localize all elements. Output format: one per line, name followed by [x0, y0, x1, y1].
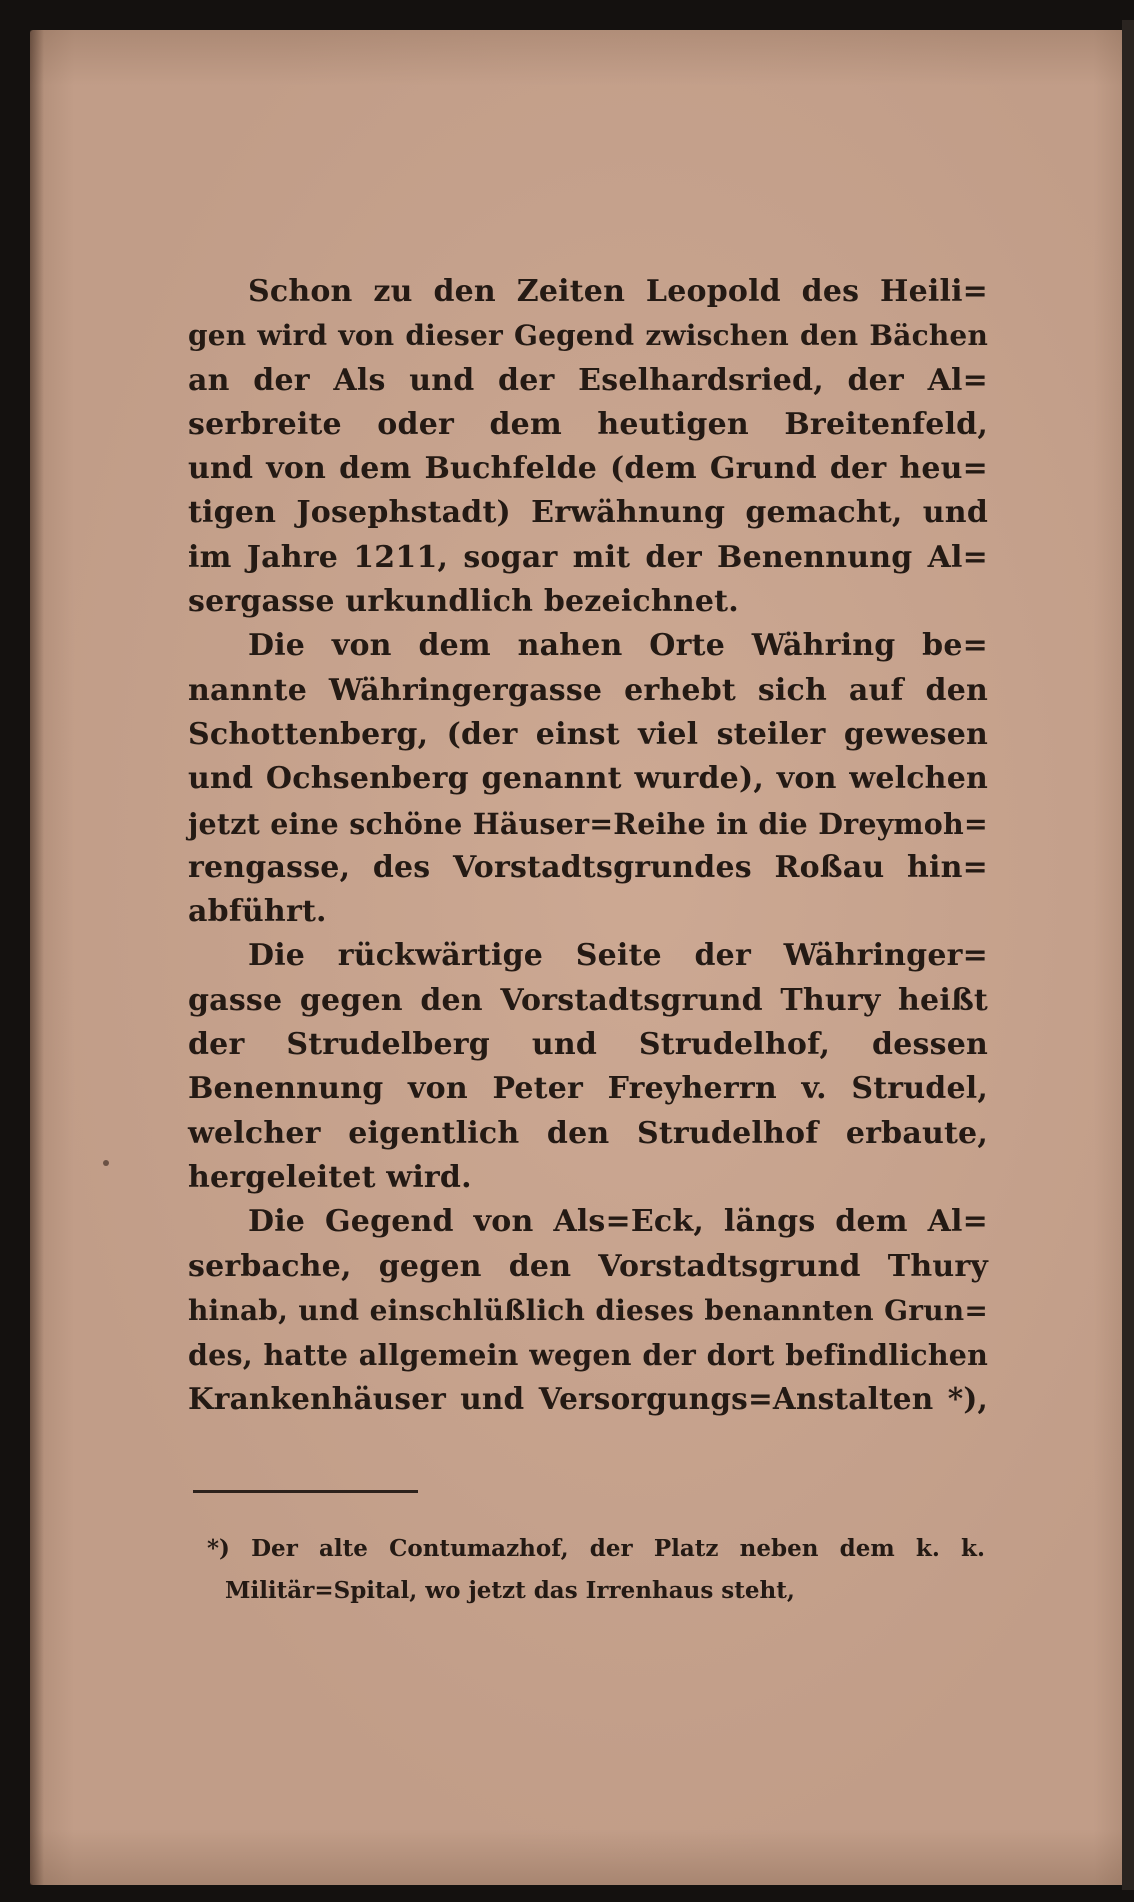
body-text — [188, 270, 988, 1422]
text-line: serbreite oder dem heutigen Breitenfeld, — [188, 406, 988, 442]
text-line: rengasse, des Vorstadtsgrundes Roßau hin= — [188, 849, 988, 885]
text-line: Die rückwärtige Seite der Währinger= — [248, 938, 988, 974]
text-line: welcher eigentlich den Strudelhof erbaute, — [188, 1115, 988, 1151]
text-line: gasse gegen den Vorstadtsgrund Thury heißt — [188, 982, 988, 1018]
text-line: im Jahre 1211, sogar mit der Benennung Al= — [188, 539, 988, 575]
text-line: hergeleitet wird. — [188, 1159, 472, 1195]
footnote — [207, 1528, 985, 1612]
text-line: Die von dem nahen Orte Währing be= — [248, 628, 988, 664]
text-line: der Strudelberg und Strudelhof, dessen — [188, 1027, 988, 1063]
text-line: gen wird von dieser Gegend zwischen den Bächen — [188, 319, 988, 353]
text-line: serbache, gegen den Vorstadtsgrund Thury — [188, 1248, 988, 1284]
footnote-rule — [193, 1490, 418, 1493]
text-line: jetzt eine schöne Häuser=Reihe in die Dreymoh= — [188, 806, 988, 841]
text-line: an der Als und der Eselhardsried, der Al= — [188, 362, 988, 398]
text-line: sergasse urkundlich bezeichnet. — [188, 584, 739, 620]
text-line: tigen Josephstadt) Erwähnung gemacht, und — [188, 495, 988, 531]
footnote-line: Militär=Spital, wo jetzt das Irrenhaus steht, — [225, 1577, 795, 1604]
text-line: des, hatte allgemein wegen der dort befindlichen — [188, 1338, 988, 1373]
text-line: Schon zu den Zeiten Leopold des Heili= — [248, 274, 988, 309]
page-edge — [1122, 20, 1134, 1890]
footnote-line: *) Der alte Contumazhof, der Platz neben dem k. k. — [207, 1535, 985, 1562]
text-line: Schottenberg, (der einst viel steiler gewesen — [188, 716, 988, 752]
text-line: hinab, und einschlüßlich dieses benannten Grun= — [188, 1293, 988, 1327]
text-line: und von dem Buchfelde (dem Grund der heu= — [188, 451, 988, 487]
text-line: Krankenhäuser und Versorgungs=Anstalten *), — [188, 1381, 988, 1417]
spine-shadow — [30, 30, 44, 1885]
paper-spot — [103, 1160, 109, 1166]
text-line: abführt. — [188, 894, 327, 930]
text-line: Die Gegend von Als=Eck, längs dem Al= — [248, 1204, 988, 1240]
text-line: Benennung von Peter Freyherrn v. Strudel, — [188, 1071, 988, 1107]
text-line: und Ochsenberg genannt wurde), von welchen — [188, 761, 988, 797]
text-line: nannte Währingergasse erhebt sich auf den — [188, 672, 988, 708]
